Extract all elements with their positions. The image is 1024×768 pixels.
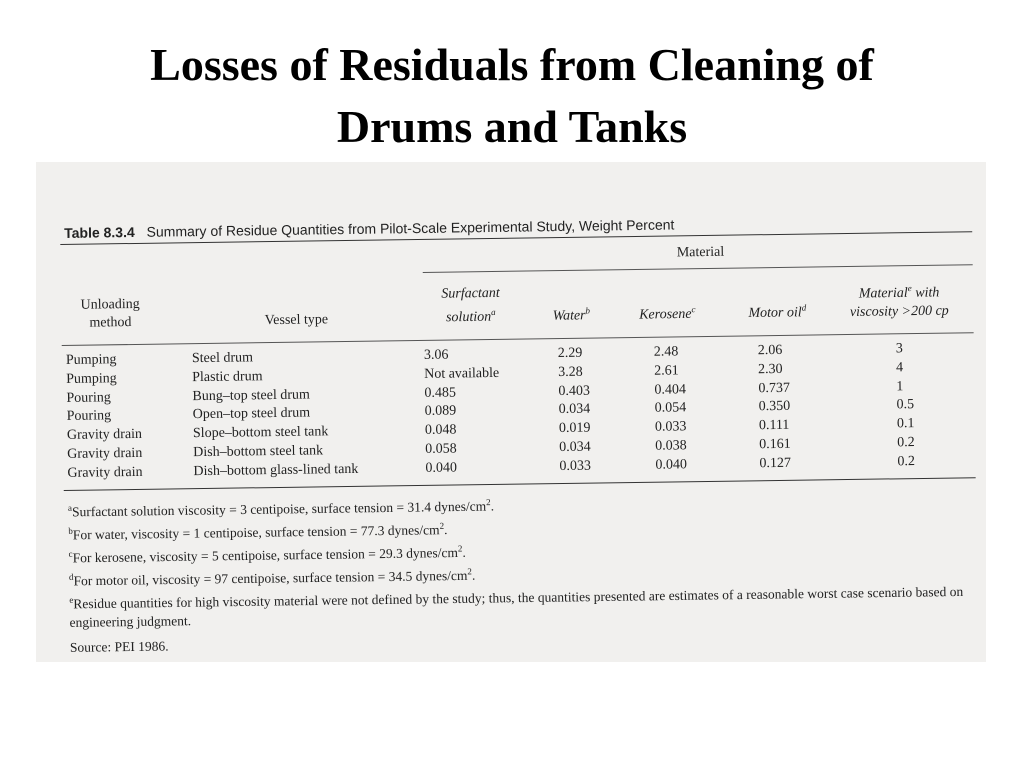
cell-surfactant: 0.040 xyxy=(425,460,458,476)
cell-unloading-method: Gravity drain xyxy=(67,464,143,481)
cell-kerosene: 0.033 xyxy=(654,419,687,435)
cell-material-high-viscosity: 0.5 xyxy=(896,397,915,413)
cell-material-high-viscosity: 1 xyxy=(896,378,904,394)
cell-vessel-type: Open–top steel drum xyxy=(192,405,311,423)
cell-water: 0.403 xyxy=(558,383,591,399)
cell-surfactant: Not available xyxy=(424,365,500,382)
table-number: Table 8.3.4 xyxy=(64,223,135,241)
cell-motor-oil: 2.06 xyxy=(757,342,783,359)
slide-title-line-2: Drums and Tanks xyxy=(336,101,688,152)
cell-material-high-viscosity: 3 xyxy=(895,341,903,357)
cell-water: 0.033 xyxy=(559,458,592,474)
cell-water: 0.034 xyxy=(558,402,591,418)
footnote-a: $^a$Surfactant solution viscosity = 3 centipoise, surface tension = 31.4 dynes/$cm^2$. xyxy=(67,497,495,520)
slide-title-line-1: Losses of Residuals from Cleaning of xyxy=(150,39,874,90)
footnote-d: $^d$For motor oil, viscosity = 97 centipoise, surface tension = 34.5 dynes/$cm^2$. xyxy=(68,566,476,589)
header-surfactant-solution: Surfactant solution$^a$ xyxy=(441,285,500,326)
cell-kerosene: 2.61 xyxy=(654,363,679,379)
header-motor-oil: Motor oil$^d$ xyxy=(748,302,807,322)
header-unloading-method: Unloading method xyxy=(80,296,140,331)
cell-kerosene: 0.038 xyxy=(655,438,687,454)
table-header xyxy=(60,232,973,345)
cell-water: 3.28 xyxy=(558,364,583,380)
cell-unloading-method: Pumping xyxy=(66,371,117,387)
cell-material-high-viscosity: 0.1 xyxy=(896,416,915,432)
cell-motor-oil: 0.127 xyxy=(759,455,792,472)
cell-vessel-type: Plastic drum xyxy=(192,368,263,385)
cell-unloading-method: Pouring xyxy=(66,408,112,425)
cell-motor-oil: 0.350 xyxy=(758,399,791,415)
cell-motor-oil: 0.111 xyxy=(758,418,790,434)
cell-vessel-type: Dish–bottom glass-lined tank xyxy=(193,461,359,479)
cell-motor-oil: 2.30 xyxy=(758,361,783,378)
header-kerosene: Kerosene$^c$ xyxy=(639,304,696,323)
group-header-material: Material xyxy=(676,244,725,261)
cell-surfactant: 3.06 xyxy=(423,347,449,363)
cell-kerosene: 0.040 xyxy=(655,457,688,473)
cell-unloading-method: Pouring xyxy=(66,389,111,406)
slide-title xyxy=(0,34,1024,158)
cell-vessel-type: Dish–bottom steel tank xyxy=(193,443,324,461)
cell-motor-oil: 0.737 xyxy=(758,380,790,396)
footnote-e: $^e$Residue quantities for high viscosity material were not defined by the study; thus, the quantities presented are estimates of a reasonable worst case scenario based on engineering judgment. xyxy=(69,583,964,630)
cell-kerosene: 0.054 xyxy=(654,400,687,417)
cell-material-high-viscosity: 0.2 xyxy=(897,435,915,451)
footnote-b: $^b$For water, viscosity = 1 centipoise, surface tension = 77.3 dynes/$cm^2$. xyxy=(68,520,448,543)
footnote-c: $^c$For kerosene, viscosity = 5 centipoise, surface tension = 29.3 dynes/$cm^2$. xyxy=(68,543,466,566)
cell-surfactant: 0.089 xyxy=(424,403,457,420)
group-header-rule xyxy=(423,264,973,273)
cell-motor-oil: 0.161 xyxy=(759,436,791,453)
cell-water: 0.034 xyxy=(559,439,591,456)
cell-surfactant: 0.048 xyxy=(424,422,457,439)
header-vessel-type: Vessel type xyxy=(264,312,329,329)
cell-surfactant: 0.058 xyxy=(425,441,457,457)
table-source: Source: PEI 1986. xyxy=(69,638,169,655)
cell-unloading-method: Gravity drain xyxy=(66,427,143,444)
cell-material-high-viscosity: 0.2 xyxy=(897,453,916,470)
cell-kerosene: 2.48 xyxy=(653,344,679,360)
cell-material-high-viscosity: 4 xyxy=(896,360,904,376)
cell-unloading-method: Pumping xyxy=(65,352,117,368)
cell-vessel-type: Bung–top steel drum xyxy=(192,387,310,404)
table-caption-text: Summary of Residue Quantities from Pilot-Scale Experimental Study, Weight Percent xyxy=(146,216,675,240)
cell-kerosene: 0.404 xyxy=(654,381,687,398)
header-water: Water$^b$ xyxy=(552,305,591,324)
header-material-high-viscosity: Material$^e$ with viscosity >200 cp xyxy=(849,283,949,320)
cell-water: 0.019 xyxy=(558,420,591,437)
cell-water: 2.29 xyxy=(557,345,583,362)
cell-surfactant: 0.485 xyxy=(424,385,457,401)
scanned-table-page xyxy=(60,209,978,657)
cell-vessel-type: Steel drum xyxy=(191,350,254,367)
table-body xyxy=(62,333,976,486)
table-footnotes xyxy=(68,486,978,657)
cell-vessel-type: Slope–bottom steel tank xyxy=(192,424,329,442)
cell-unloading-method: Gravity drain xyxy=(67,445,143,462)
